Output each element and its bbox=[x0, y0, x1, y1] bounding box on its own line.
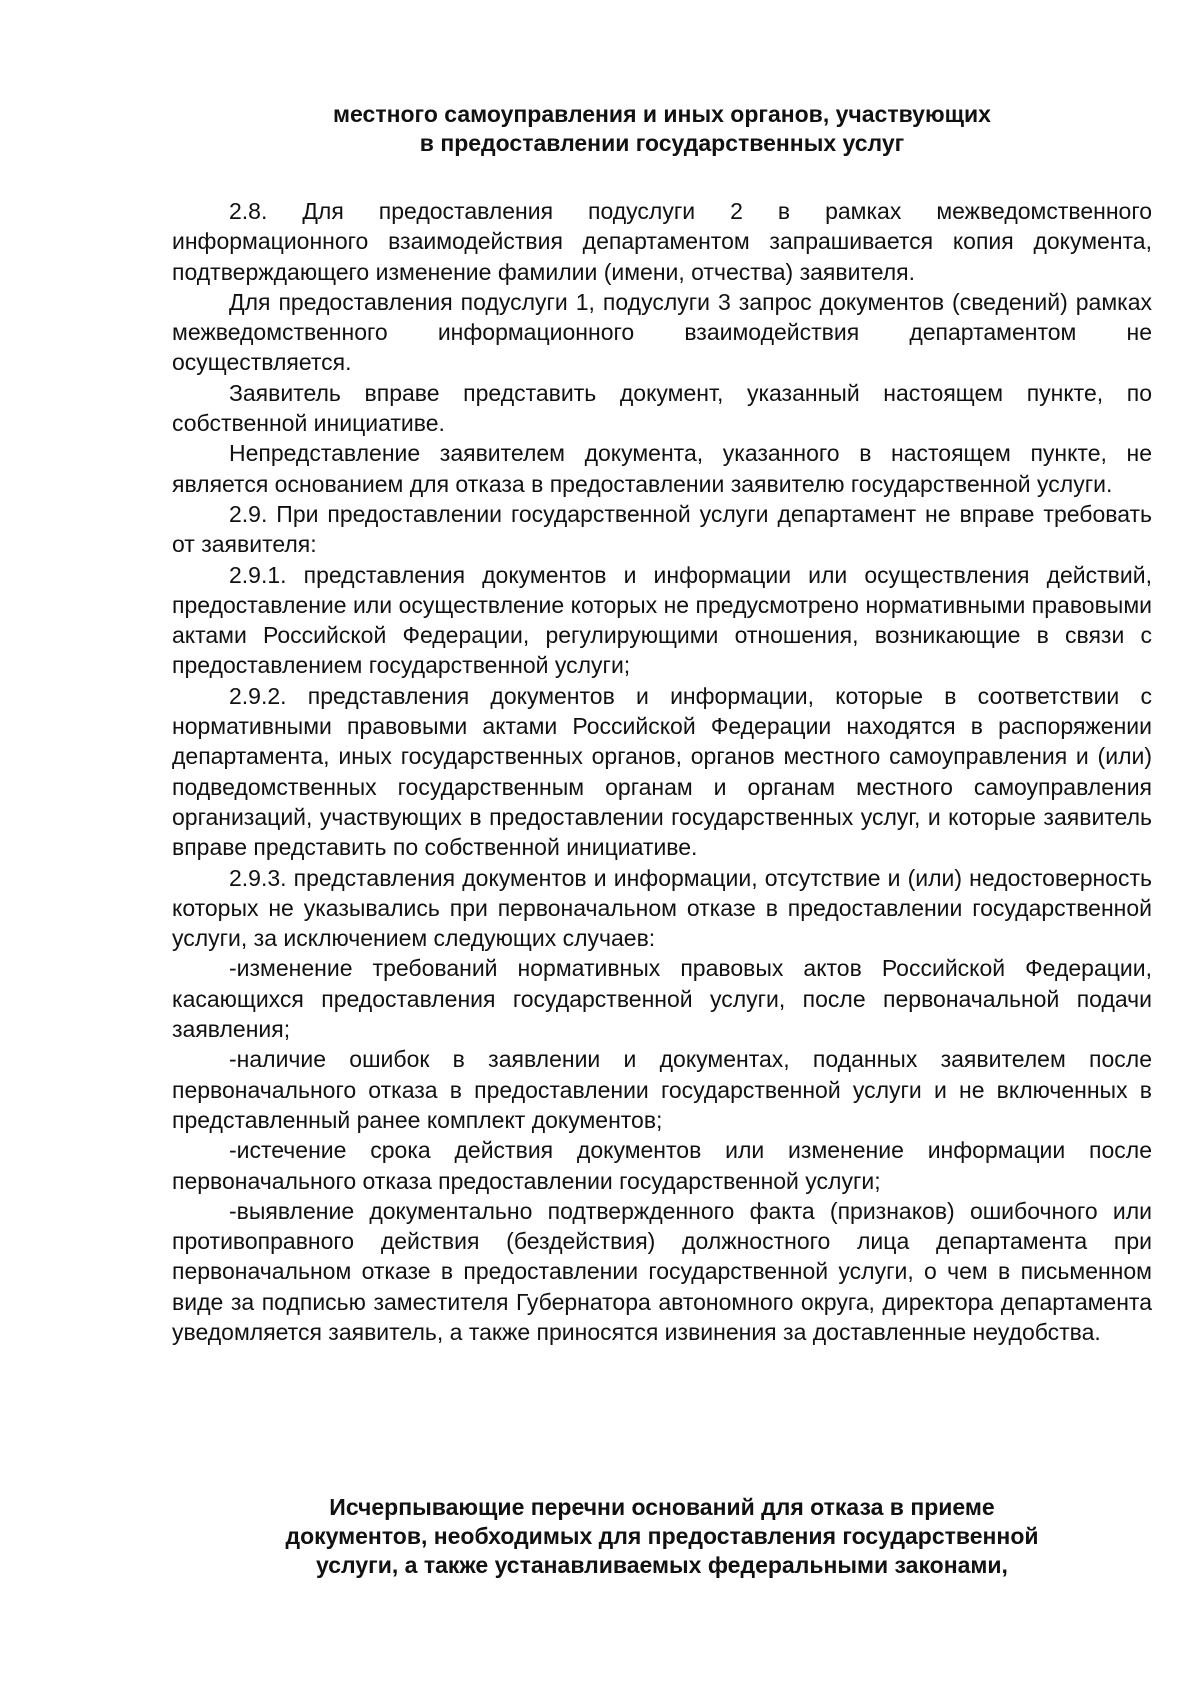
paragraph-2-9-3: 2.9.3. представления документов и информации, отсутствие и (или) недостоверность которых не указывались при первоначальном отказе в предоставлении государственной услуги, за исключением следующих случаев: bbox=[172, 864, 1152, 952]
list-item-requirements-change: -изменение требований нормативных правовых актов Российской Федерации, касающихся предоставления государственной услуги, после первоначальной подачи заявления; bbox=[172, 955, 1152, 1043]
paragraph-2-9-1: 2.9.1. представления документов и информации или осуществления действий, предоставление или осуществление которых не предусмотрено нормативными правовыми актами Российской Федерации, регулирующими отношения, возникающие в связи с предоставлением государственной услуги; bbox=[172, 561, 1152, 679]
paragraph-2-9: 2.9. При предоставлении государственной услуги департамент не вправе требовать от заявителя: bbox=[172, 500, 1152, 558]
list-item-misconduct: -выявление документально подтвержденного факта (признаков) ошибочного или противоправного действия (бездействия) должностного лица департамента при первоначальном отказе в предоставлении государственной услуги, о чем в письменном виде за подписью заместителя Губернатора автономного округа, директора департамента уведомляется заявитель, а также приносятся извинения за доставленные неудобства. bbox=[172, 1197, 1152, 1345]
paragraph-2-8: 2.8. Для предоставления подуслуги 2 в рамках межведомственного информационного взаимодействия департаментом запрашивается копия документа, подтверждающего изменение фамилии (имени, отчества) заявителя. bbox=[172, 198, 1152, 285]
section-heading-continued bbox=[172, 100, 1152, 158]
paragraph-own-initiative: Заявитель вправе представить документ, указанный настоящем пункте, по собственной инициативе. bbox=[172, 379, 1152, 437]
heading-line: местного самоуправления и иных органов, участвующих bbox=[333, 101, 991, 127]
heading-line: документов, необходимых для предоставления государственной bbox=[285, 1523, 1039, 1549]
list-item-expiration: -истечение срока действия документов или изменение информации после первоначального отказа предоставлении государственной услуги; bbox=[172, 1137, 1152, 1194]
paragraph-2-9-2: 2.9.2. представления документов и информации, которые в соответствии с нормативными правовыми актами Российской Федерации находятся в распоряжении департамента, иных государственных органов, органов местного самоуправления и (или) подведомственных государственным органам и органам местного самоуправления организаций, участвующих в предоставлении государственных услуг, и которые заявитель вправе представить по собственной инициативе. bbox=[172, 682, 1152, 861]
list-item-errors: -наличие ошибок в заявлении и документах, поданных заявителем после первоначального отказа в предоставлении государственной услуги и не включенных в представленный ранее комплект документов; bbox=[172, 1046, 1152, 1133]
heading-line: в предоставлении государственных услуг bbox=[419, 130, 905, 156]
paragraph-no-request: Для предоставления подуслуги 1, подуслуги 3 запрос документов (сведений) рамках межведомственного информационного взаимодействия департаментом не осуществляется. bbox=[172, 288, 1152, 376]
section-heading-refusal-grounds bbox=[172, 1493, 1152, 1580]
paragraph-non-submission: Непредставление заявителем документа, указанного в настоящем пункте, не является основанием для отказа в предоставлении заявителю государственной услуги. bbox=[172, 440, 1152, 497]
heading-line: Исчерпывающие перечни оснований для отказа в приеме bbox=[329, 1494, 995, 1520]
heading-line: услуги, а также устанавливаемых федеральными законами, bbox=[316, 1552, 1008, 1578]
document-body bbox=[172, 196, 1152, 1347]
